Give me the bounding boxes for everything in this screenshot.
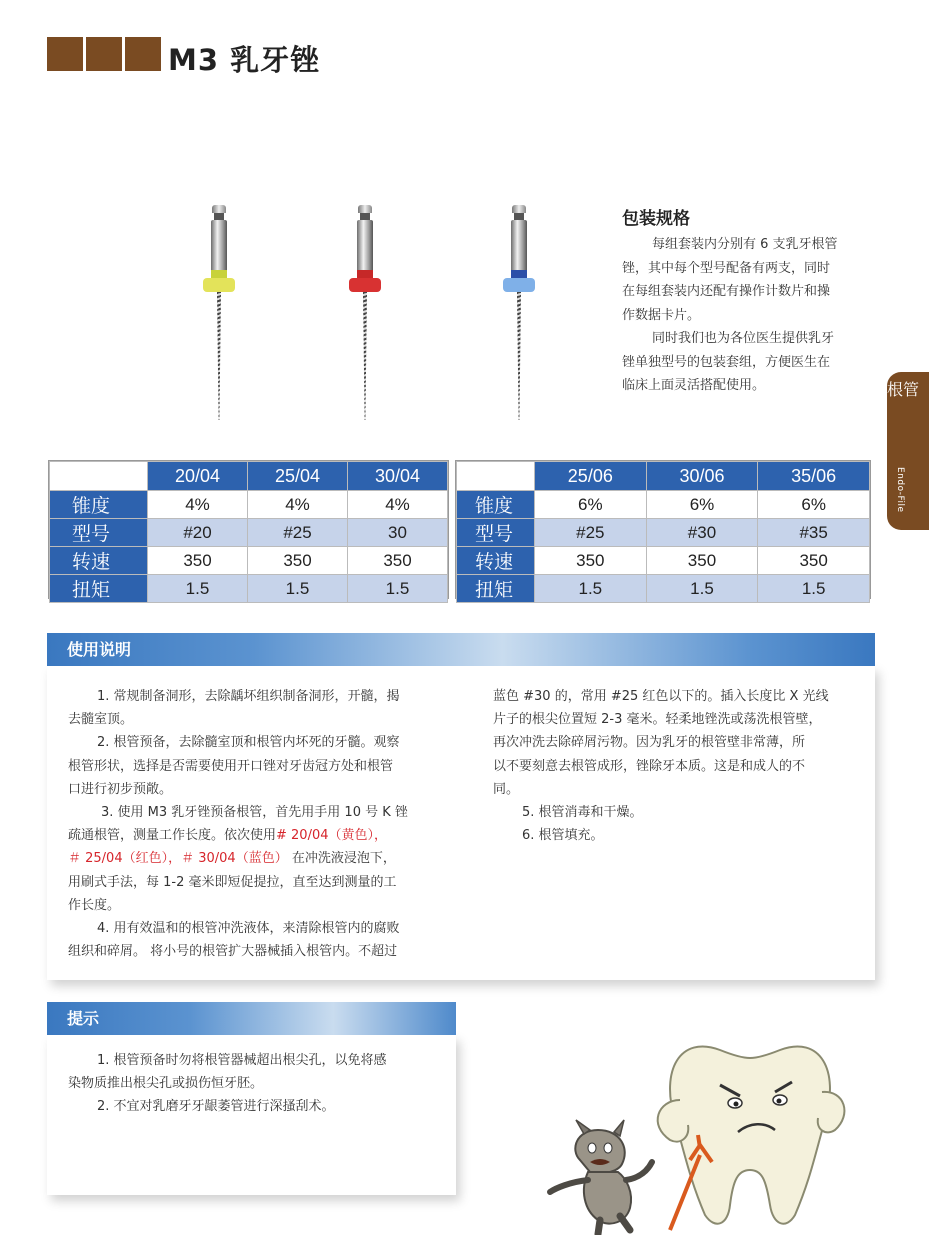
file-ring xyxy=(357,270,373,278)
table-cell: 1.5 xyxy=(148,575,248,603)
devil-character xyxy=(550,1120,652,1234)
text-line: 再次冲洗去除碎屑污物。因为乳牙的根管壁非常薄，所 xyxy=(493,735,806,751)
row-label: 扭矩 xyxy=(50,575,148,603)
row-label: 扭矩 xyxy=(457,575,535,603)
table-row xyxy=(50,547,448,575)
table-cell: 350 xyxy=(758,547,870,575)
text-line: 蓝色 #30 的，常用 #25 红色以下的。插入长度比 X 光线 xyxy=(493,689,829,704)
table-cell: 350 xyxy=(535,547,647,575)
file-stop xyxy=(503,278,535,292)
table-cell: 1.5 xyxy=(646,575,758,603)
text-line: 口进行初步预敞。 xyxy=(68,781,173,797)
text-line: 6. 根管填充。 xyxy=(522,828,604,844)
spec-table-1 xyxy=(48,460,449,599)
text-line: 染物质推出根尖孔或损伤恒牙胚。 xyxy=(68,1076,264,1092)
table-row xyxy=(50,575,448,603)
column-header: 35/06 xyxy=(758,462,870,491)
column-header: 25/06 xyxy=(535,462,647,491)
row-label: 型号 xyxy=(457,519,535,547)
text-segment: 在冲洗液浸泡下， xyxy=(291,851,396,867)
page-title: M3 乳牙锉 xyxy=(168,43,321,77)
text-line: 以不要刻意去根管成形，锉除牙本质。这是和成人的不 xyxy=(493,758,806,774)
usage-left-column xyxy=(68,685,460,963)
tooth-body xyxy=(670,1046,830,1223)
text-line: 在每组套装内还配有操作计数片和操 xyxy=(622,284,831,299)
file-illustration-1 xyxy=(202,205,236,425)
row-label: 转速 xyxy=(457,547,535,575)
highlight-text: # 20/04（黄色）， xyxy=(276,828,388,844)
table-cell: 1.5 xyxy=(348,575,448,603)
text-line: 同时我们也为各位医生提供乳牙 xyxy=(652,331,835,346)
table-cell: 30 xyxy=(348,519,448,547)
table-cell: 6% xyxy=(758,491,870,519)
text-line: 1. 根管预备时勿将根管器械超出根尖孔，以免将感 xyxy=(97,1053,387,1068)
row-label: 型号 xyxy=(50,519,148,547)
tips-section-header: 提示 xyxy=(47,1002,456,1035)
table-cell: #30 xyxy=(646,519,758,547)
table-cell: 1.5 xyxy=(758,575,870,603)
file-illustration-3 xyxy=(502,205,536,425)
text-line: 每组套装内分别有 6 支乳牙根管 xyxy=(652,237,838,252)
text-segment: 疏通根管，测量工作长度。依次使用 xyxy=(68,828,277,844)
column-header: 30/04 xyxy=(348,462,448,491)
table-cell: 350 xyxy=(248,547,348,575)
table-cell: 6% xyxy=(535,491,647,519)
usage-section-header: 使用说明 xyxy=(47,633,875,666)
package-paragraph-2 xyxy=(622,327,878,398)
table-cell: 6% xyxy=(646,491,758,519)
table-cell: #25 xyxy=(535,519,647,547)
table-cell: 1.5 xyxy=(248,575,348,603)
row-label: 锥度 xyxy=(457,491,535,519)
table-row xyxy=(457,547,870,575)
table-corner xyxy=(50,462,148,491)
text-line: 锉，其中每个型号配备有两支，同时 xyxy=(622,260,831,276)
table-cell: #20 xyxy=(148,519,248,547)
table-cell: 4% xyxy=(348,491,448,519)
table-cell: #35 xyxy=(758,519,870,547)
column-header: 25/04 xyxy=(248,462,348,491)
file-stop xyxy=(349,278,381,292)
text-line: 作长度。 xyxy=(68,897,121,913)
table-row xyxy=(457,491,870,519)
spec-table-2 xyxy=(455,460,871,599)
header-block-1 xyxy=(47,37,83,71)
table-cell: 4% xyxy=(248,491,348,519)
text-line: 片子的根尖位置短 2-3 毫米。轻柔地锉洗或荡洗根管壁， xyxy=(493,712,822,728)
table-row xyxy=(457,519,870,547)
side-tab xyxy=(887,372,929,530)
header-block-3 xyxy=(125,37,161,71)
table-cell: 4% xyxy=(148,491,248,519)
row-label: 转速 xyxy=(50,547,148,575)
column-header: 30/06 xyxy=(646,462,758,491)
table-row xyxy=(50,519,448,547)
tips-text xyxy=(68,1049,446,1119)
table-row xyxy=(457,575,870,603)
text-line: 同。 xyxy=(493,781,520,797)
row-label: 锥度 xyxy=(50,491,148,519)
file-stop xyxy=(203,278,235,292)
text-line: 3. 使用 M3 乳牙锉预备根管，首先用手用 10 号 K 锉 xyxy=(101,805,408,821)
tooth-cartoon-illustration xyxy=(540,1030,880,1235)
table-cell: 1.5 xyxy=(535,575,647,603)
tooth-arm-right xyxy=(818,1092,845,1132)
text-line: 1. 常规制备洞形，去除龋坏组织制备洞形，开髓，揭 xyxy=(97,689,400,704)
text-line: 临床上面灵活搭配使用。 xyxy=(622,378,766,393)
table-cell: #25 xyxy=(248,519,348,547)
text-line: 组织和碎屑。 将小号的根管扩大器械插入根管内。不超过 xyxy=(68,944,398,960)
text-line: 锉单独型号的包装套组，方便医生在 xyxy=(622,354,831,370)
file-ring xyxy=(511,270,527,278)
package-title: 包装规格 xyxy=(622,209,690,229)
text-line: 根管形状，选择是否需要使用开口锉对牙齿冠方处和根管 xyxy=(68,758,394,774)
text-line xyxy=(68,847,460,870)
text-line: 4. 用有效温和的根管冲洗液体，来清除根管内的腐败 xyxy=(97,921,400,937)
text-line: 5. 根管消毒和干燥。 xyxy=(522,805,643,821)
table-row xyxy=(50,491,448,519)
table-cell: 350 xyxy=(148,547,248,575)
column-header: 20/04 xyxy=(148,462,248,491)
text-line: 2. 不宜对乳磨牙牙龈萎管进行深搔刮术。 xyxy=(97,1099,335,1115)
side-tab-english: Endo-File xyxy=(895,467,905,513)
file-illustration-2 xyxy=(348,205,382,425)
table-cell: 350 xyxy=(348,547,448,575)
header-block-2 xyxy=(86,37,122,71)
file-ring xyxy=(211,270,227,278)
text-line: 作数据卡片。 xyxy=(622,307,701,323)
text-line: 2. 根管预备，去除髓室顶和根管内坏死的牙髓。观察 xyxy=(97,735,400,751)
table-corner xyxy=(457,462,535,491)
text-line: 去髓室顶。 xyxy=(68,712,134,728)
usage-right-column xyxy=(493,685,865,847)
side-tab-label: 根管 xyxy=(887,380,920,399)
text-line: 用刷式手法，每 1-2 毫米即短促提拉，直至达到测量的工 xyxy=(68,874,397,890)
highlight-text: ＃ 25/04（红色），＃ 30/04（蓝色） xyxy=(68,851,288,867)
text-line xyxy=(68,824,460,847)
package-paragraph-1 xyxy=(622,233,878,327)
table-cell: 350 xyxy=(646,547,758,575)
